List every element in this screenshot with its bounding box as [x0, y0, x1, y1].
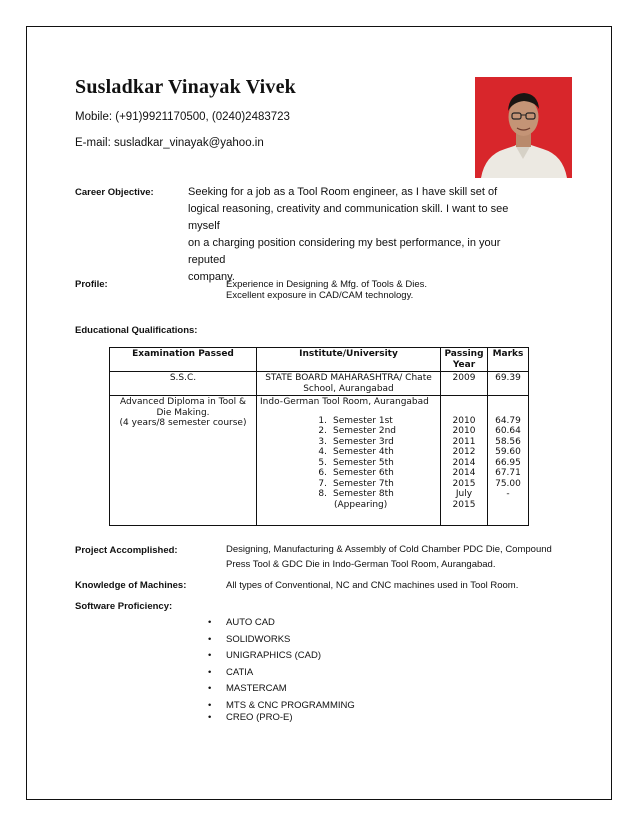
cell-institute: [257, 396, 441, 526]
semester-year: 2011: [452, 436, 476, 447]
cell-marks: 69.39: [488, 372, 529, 396]
semester-marks: 64.79: [495, 415, 521, 426]
semester-marks: 66.95: [495, 457, 521, 468]
header-institute: Institute/University: [257, 348, 441, 372]
semester-number: 5.: [318, 457, 327, 468]
list-item: • MASTERCAM: [208, 683, 355, 700]
semester-item: [260, 458, 437, 469]
software-label: Software Proficiency:: [75, 601, 173, 612]
semester-number: 7.: [318, 478, 327, 489]
semester-appearing: [260, 500, 437, 511]
semester-name: Semester 2nd: [333, 426, 397, 436]
semester-item: [260, 437, 437, 448]
semester-name: Semester 1st: [333, 415, 393, 426]
cell-marks: [488, 396, 529, 526]
career-line: on a charging position considering my best performance, in your reputed: [188, 237, 501, 266]
semester-year: 2012: [452, 447, 476, 457]
cell-institute: STATE BOARD MAHARASHTRA/ Chate School, Aurangabad: [257, 372, 441, 396]
list-item: • AUTO CAD: [208, 617, 355, 634]
header-exam: Examination Passed: [110, 348, 257, 372]
semester-year: 2010: [452, 426, 476, 436]
appearing-year: 2015: [452, 499, 476, 510]
email-line: E-mail: susladkar_vinayak@yahoo.in: [75, 137, 264, 149]
header-year: Passing Year: [441, 348, 488, 372]
semester-year: 2014: [452, 457, 476, 468]
profile-line: Excellent exposure in CAD/CAM technology.: [226, 290, 414, 301]
cell-exam: S.S.C.: [110, 372, 257, 396]
mobile-line: Mobile: (+91)9921170500, (0240)2483723: [75, 111, 290, 123]
semester-item: [260, 447, 437, 458]
career-line: Seeking for a job as a Tool Room engineer, as I have skill set of: [188, 186, 498, 198]
semester-number: 8.: [318, 489, 327, 499]
semester-marks: 58.56: [495, 436, 521, 447]
semester-marks: -: [506, 489, 510, 499]
machines-text: All types of Conventional, NC and CNC machines used in Tool Room.: [226, 580, 519, 591]
career-line: company.: [188, 271, 235, 283]
profile-photo: [475, 77, 572, 178]
semester-list: [260, 416, 437, 511]
semester-name: Semester 7th: [333, 478, 394, 489]
semester-number: 3.: [318, 436, 327, 447]
candidate-name: Susladkar Vinayak Vivek: [75, 76, 296, 98]
cell-year: [441, 396, 488, 526]
semester-marks: 67.71: [495, 468, 521, 478]
education-table: [109, 347, 529, 526]
semester-year: 2015: [452, 478, 476, 489]
appearing-note: (Appearing): [334, 499, 388, 510]
semester-item: [260, 426, 437, 437]
project-text: [226, 542, 552, 572]
list-item: • CATIA: [208, 667, 355, 684]
cell-year: 2009: [441, 372, 488, 396]
list-item: • UNIGRAPHICS (CAD): [208, 650, 355, 667]
semester-marks: 60.64: [495, 426, 521, 436]
semester-item: [260, 479, 437, 490]
semester-number: 6.: [318, 468, 327, 478]
profile-label: Profile:: [75, 279, 108, 290]
semester-number: 4.: [318, 447, 327, 457]
semester-name: Semester 8th: [333, 489, 394, 499]
semester-year: 2010: [452, 415, 476, 426]
institute-name: Indo-German Tool Room, Aurangabad: [260, 397, 429, 407]
exam-title: Advanced Diploma in Tool & Die Making.: [119, 397, 247, 418]
semester-item: [260, 416, 437, 427]
list-item: • MTS & CNC PROGRAMMING: [208, 700, 355, 712]
career-line: logical reasoning, creativity and communication skill. I want to see myself: [188, 203, 509, 232]
project-line: Designing, Manufacturing & Assembly of Cold Chamber PDC Die, Compound: [226, 544, 552, 555]
cell-exam: [110, 396, 257, 526]
exam-subtitle: (4 years/8 semester course): [119, 418, 247, 428]
semester-year: 2014: [452, 468, 476, 478]
profile-line: Experience in Designing & Mfg. of Tools & Dies.: [226, 279, 428, 290]
project-line: Press Tool & GDC Die in Indo-German Tool Room, Aurangabad.: [226, 559, 496, 570]
career-objective-text: [188, 184, 538, 286]
header-marks: Marks: [488, 348, 529, 372]
semester-marks: 75.00: [495, 478, 521, 489]
semester-name: Semester 3rd: [333, 436, 394, 447]
semester-item: [260, 468, 437, 479]
education-label: Educational Qualifications:: [75, 325, 198, 336]
project-label: Project Accomplished:: [75, 545, 178, 556]
semester-number: 2.: [318, 426, 327, 436]
semester-name: Semester 6th: [333, 468, 394, 478]
semester-marks: 59.60: [495, 447, 521, 457]
table-header-row: [110, 348, 529, 372]
profile-text: [226, 279, 427, 301]
semester-year: July: [455, 489, 473, 499]
table-row: [110, 396, 529, 526]
semester-name: Semester 5th: [333, 457, 394, 468]
machines-label: Knowledge of Machines:: [75, 580, 187, 591]
semester-name: Semester 4th: [333, 447, 394, 457]
semester-number: 1.: [318, 415, 327, 426]
software-list: [208, 617, 355, 728]
career-objective-label: Career Objective:: [75, 187, 154, 198]
semester-item: [260, 489, 437, 500]
profile-photo-image: [475, 77, 572, 178]
list-item: • SOLIDWORKS: [208, 634, 355, 651]
list-item: • CREO (PRO-E): [208, 712, 355, 729]
table-row: [110, 372, 529, 396]
